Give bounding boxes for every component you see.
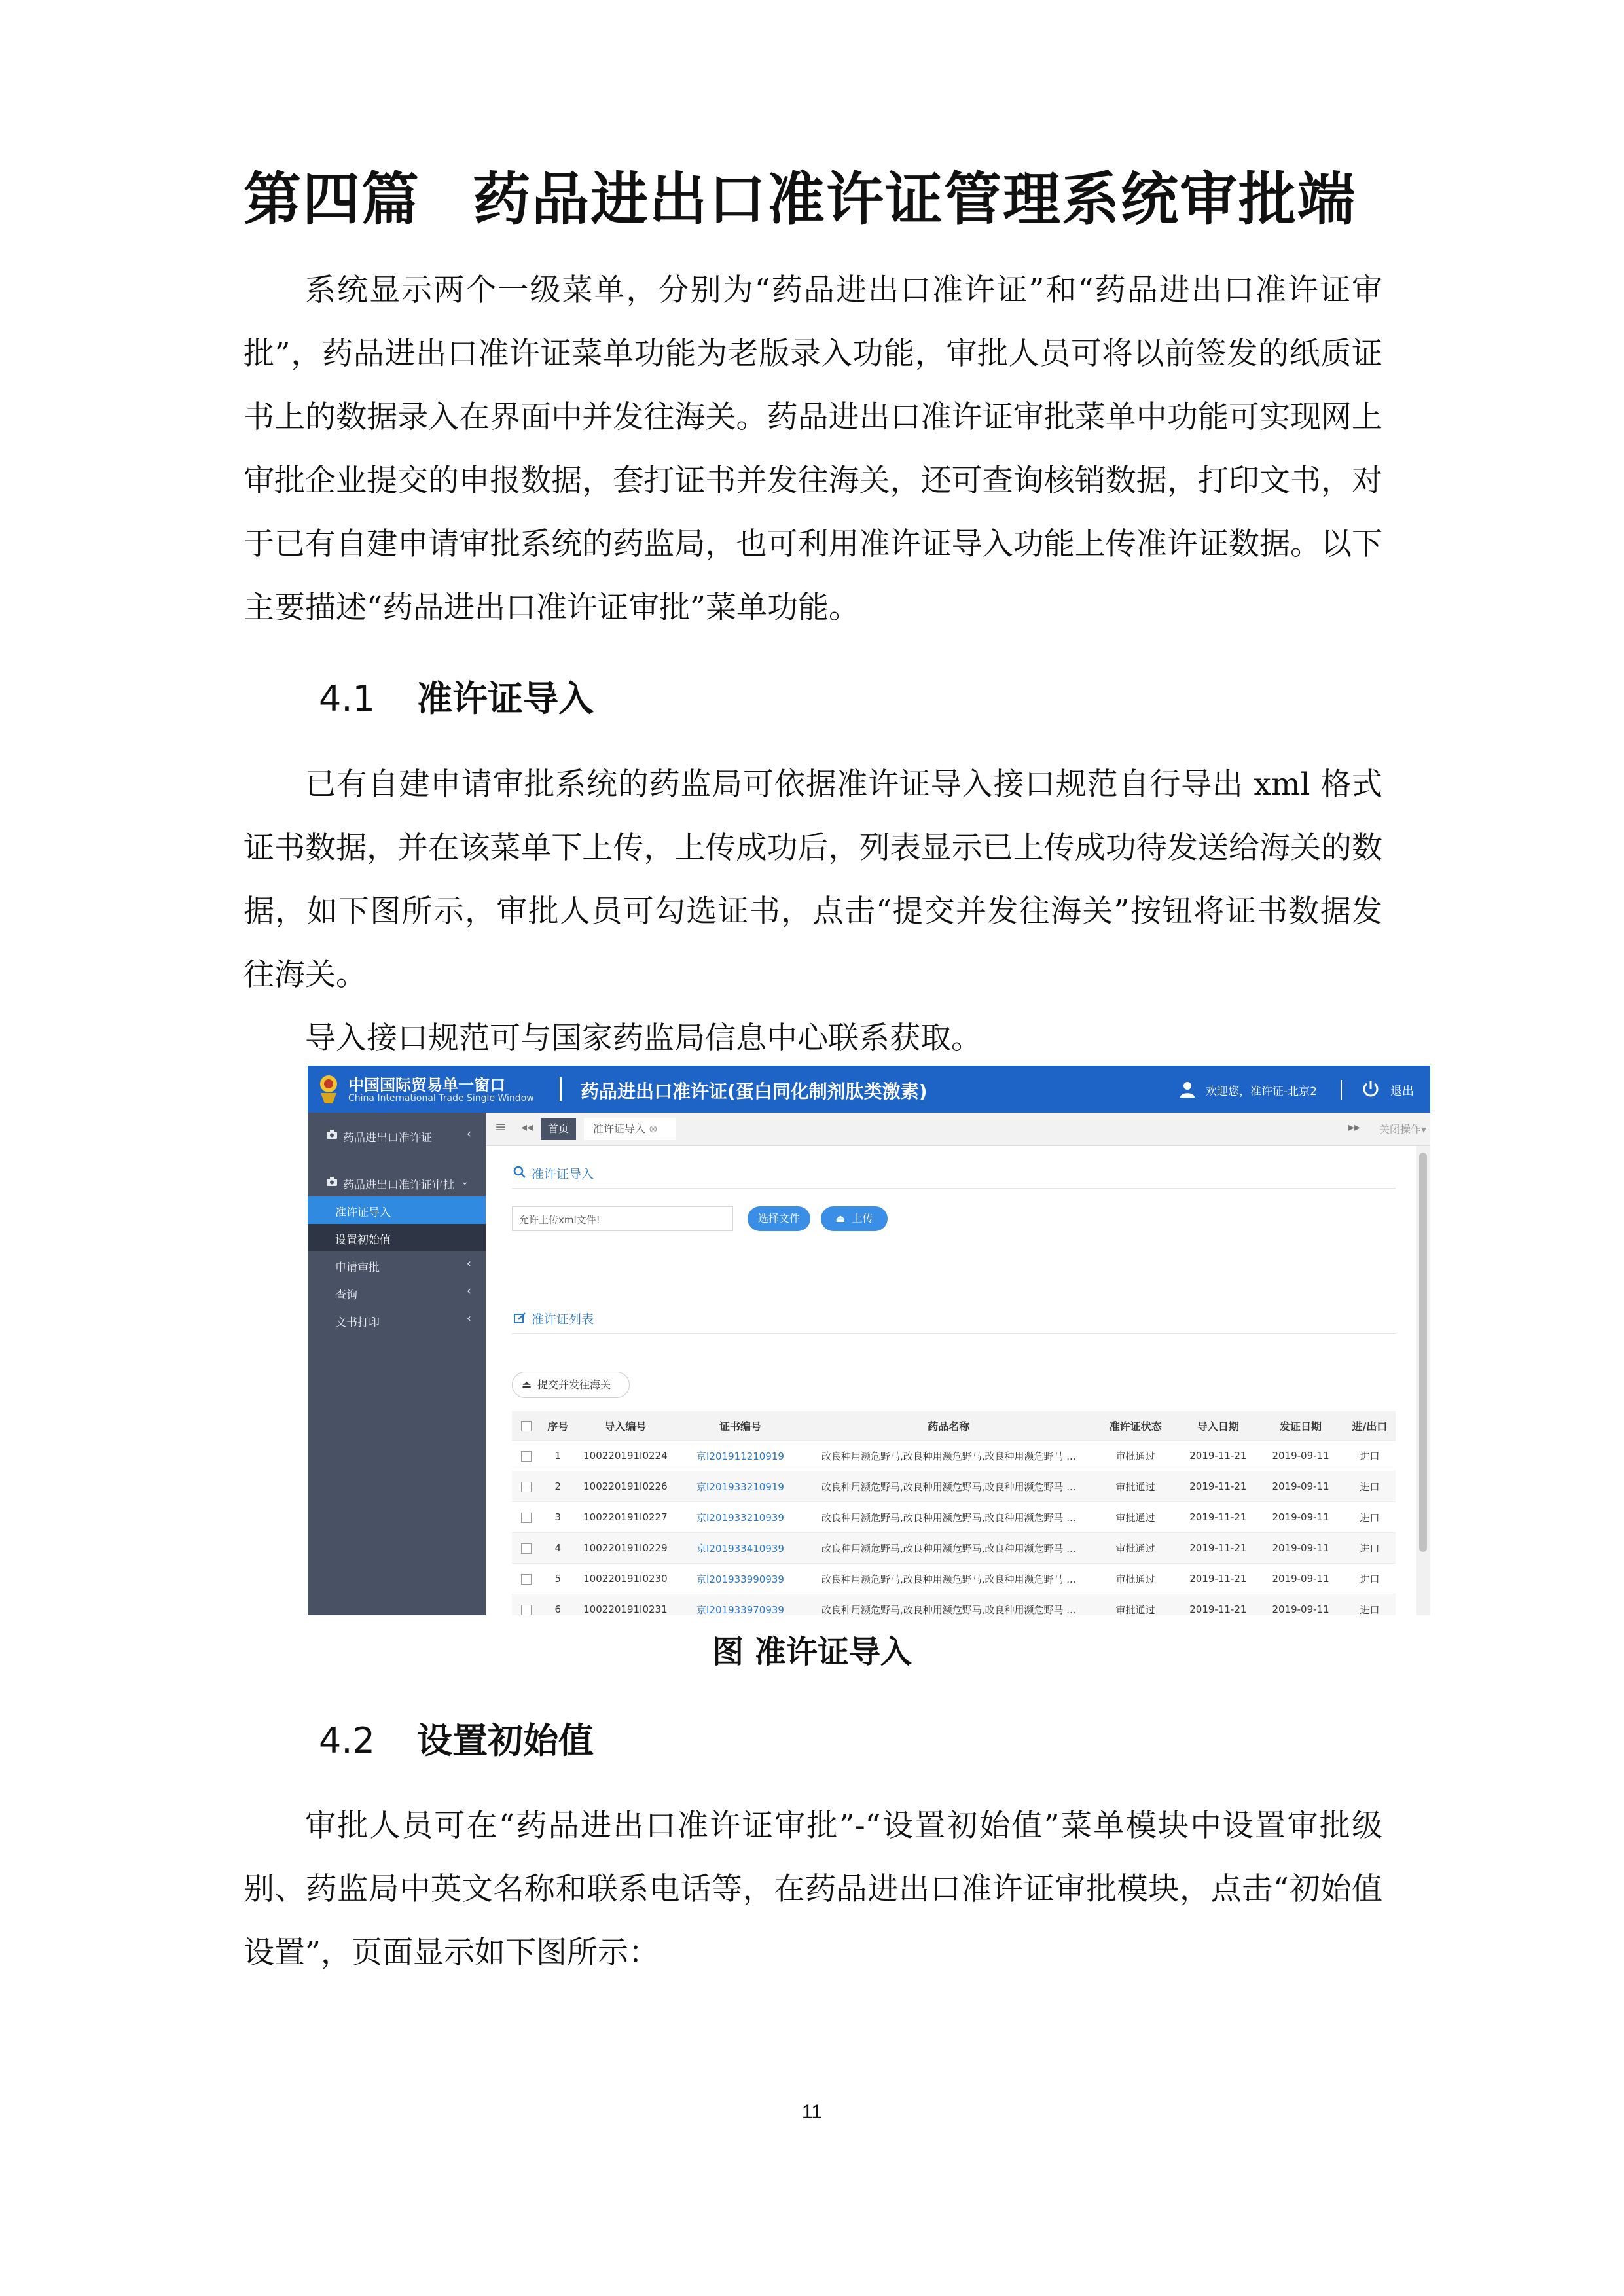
column-header: 序号: [541, 1411, 575, 1441]
upload-button[interactable]: [821, 1206, 888, 1231]
user-icon: [1178, 1080, 1197, 1098]
sidebar-item-label: 查询: [335, 1289, 357, 1302]
header-divider: [560, 1077, 562, 1101]
table-row[interactable]: [512, 1502, 1396, 1533]
table-cell: 进口: [1344, 1594, 1396, 1616]
tab-ops-label: 关闭操作: [1379, 1123, 1422, 1136]
section-4-1-note: 导入接口规范可与国家药监局信息中心联系获取。: [305, 1020, 982, 1056]
sidebar-item-label: 设置初始值: [335, 1234, 391, 1247]
table-row[interactable]: [512, 1564, 1396, 1594]
table-cell: 2019-09-11: [1257, 1441, 1344, 1471]
column-header: 证书编号: [676, 1411, 805, 1441]
table-cell: 5: [541, 1564, 575, 1594]
tab-bar: [486, 1113, 1430, 1146]
divider: [512, 1188, 1396, 1189]
table-cell: 审批通过: [1092, 1564, 1179, 1594]
tab-home[interactable]: 首页: [541, 1118, 576, 1140]
certificate-link[interactable]: 京I201933210919: [676, 1471, 805, 1502]
row-checkbox[interactable]: [512, 1502, 541, 1533]
menu-icon[interactable]: ≡: [495, 1119, 507, 1136]
table-cell: 2019-09-11: [1257, 1502, 1344, 1533]
chevron-left-icon: ‹: [466, 1312, 471, 1325]
sidebar: [308, 1113, 486, 1615]
table-cell: 2019-09-11: [1257, 1564, 1344, 1594]
camera-icon: [326, 1176, 338, 1187]
table-cell: 3: [541, 1502, 575, 1533]
row-checkbox[interactable]: [512, 1471, 541, 1502]
table-cell: 审批通过: [1092, 1502, 1179, 1533]
column-header: 导入编号: [575, 1411, 676, 1441]
chevron-down-icon: ⌄: [461, 1177, 469, 1187]
chapter-heading: [244, 154, 1356, 236]
chevron-left-icon: ‹: [466, 1257, 471, 1270]
table-cell: 改良种用濒危野马,改良种用濒危野马,改良种用濒危野马 ...: [805, 1471, 1092, 1502]
upload-icon: ⏏: [835, 1212, 846, 1225]
table-cell: 2019-11-21: [1178, 1441, 1257, 1471]
table-cell: 2: [541, 1471, 575, 1502]
certificate-link[interactable]: 京I201933210939: [676, 1502, 805, 1533]
section-title: 设置初始值: [417, 1720, 594, 1761]
table-cell: 进口: [1344, 1441, 1396, 1471]
table-cell: 100220191I0227: [575, 1502, 676, 1533]
logo-text-cn: 中国国际贸易单一窗口: [348, 1076, 505, 1094]
sidebar-group-permit[interactable]: [308, 1124, 486, 1147]
sidebar-group-approval[interactable]: [308, 1172, 486, 1194]
table-cell: 审批通过: [1092, 1533, 1179, 1564]
sidebar-item-label: 文书打印: [335, 1316, 380, 1329]
sidebar-item-label: 准许证导入: [335, 1206, 391, 1219]
table-cell: 100220191I0224: [575, 1441, 676, 1471]
emblem-icon: [317, 1073, 340, 1105]
import-section-title: 准许证导入: [532, 1167, 594, 1181]
column-header: 准许证状态: [1092, 1411, 1179, 1441]
table-cell: 2019-11-21: [1178, 1502, 1257, 1533]
sidebar-item-application-approval[interactable]: [308, 1251, 486, 1279]
table-cell: 改良种用濒危野马,改良种用濒危野马,改良种用濒危野马 ...: [805, 1502, 1092, 1533]
table-cell: 2019-09-11: [1257, 1533, 1344, 1564]
power-icon[interactable]: [1360, 1079, 1381, 1100]
sidebar-group-label: 药品进出口准许证: [343, 1132, 432, 1145]
certificate-link[interactable]: 京I201933410939: [676, 1533, 805, 1564]
sidebar-item-import[interactable]: [308, 1196, 486, 1224]
table-cell: 2019-11-21: [1178, 1533, 1257, 1564]
table-header-row: [512, 1411, 1396, 1441]
table-cell: 审批通过: [1092, 1594, 1179, 1616]
double-left-icon[interactable]: ◂◂: [521, 1121, 533, 1134]
section-4-2-paragraph: 审批人员可在“药品进出口准许证审批”-“设置初始值”菜单模块中设置审批级别、药监局中英文名称和联系电话等，在药品进出口准许证审批模块，点击“初始值设置”，页面显示如下图所示：: [244, 1808, 1382, 1971]
scrollbar-thumb[interactable]: [1419, 1153, 1427, 1552]
certificate-link[interactable]: 京I201933990939: [676, 1564, 805, 1594]
section-4-1-paragraph: 已有自建申请审批系统的药监局可依据准许证导入接口规范自行导出 xml 格式证书数据，并在该菜单下上传，上传成功后，列表显示已上传成功待发送给海关的数据，如下图所示，审批人员可勾选证书，点击“提交并发往海关”按钮将证书数据发往海关。: [244, 766, 1382, 993]
table-cell: 100220191I0229: [575, 1533, 676, 1564]
app-screenshot: [308, 1066, 1430, 1615]
select-all-checkbox[interactable]: [512, 1411, 541, 1441]
choose-file-button[interactable]: 选择文件: [748, 1206, 810, 1231]
table-cell: 改良种用濒危野马,改良种用濒危野马,改良种用濒危野马 ...: [805, 1533, 1092, 1564]
table-cell: 4: [541, 1533, 575, 1564]
submit-to-customs-button[interactable]: [512, 1372, 630, 1398]
certificate-link[interactable]: 京I201933970939: [676, 1594, 805, 1616]
figure-caption: 图 准许证导入: [712, 1634, 912, 1670]
list-section-title: 准许证列表: [532, 1312, 594, 1327]
table-row[interactable]: [512, 1594, 1396, 1616]
upload-label: 上传: [852, 1212, 873, 1225]
certificate-link[interactable]: 京I201911210919: [676, 1441, 805, 1471]
intro-paragraph: 系统显示两个一级菜单，分别为“药品进出口准许证”和“药品进出口准许证审批”，药品进出口准许证菜单功能为老版录入功能，审批人员可将以前签发的纸质证书上的数据录入在界面中并发往海关。药品进出口准许证审批菜单中功能可实现网上审批企业提交的申报数据，套打证书并发往海关，还可查询核销数据，打印文书，对于已有自建申请审批系统的药监局，也可利用准许证导入功能上传准许证数据。以下主要描述“药品进出口准许证审批”菜单功能。: [244, 272, 1382, 626]
top-header-bar: [308, 1066, 1430, 1113]
close-icon[interactable]: ⊗: [649, 1122, 658, 1135]
sidebar-item-initial-values[interactable]: [308, 1224, 486, 1251]
chapter-part: 第四篇: [244, 166, 421, 233]
table-cell: 100220191I0231: [575, 1594, 676, 1616]
column-header: 药品名称: [805, 1411, 1092, 1441]
search-icon: [513, 1166, 526, 1179]
column-header: 进/出口: [1344, 1411, 1396, 1441]
table-cell: 改良种用濒危野马,改良种用濒危野马,改良种用濒危野马 ...: [805, 1594, 1092, 1616]
row-checkbox[interactable]: [512, 1564, 541, 1594]
table-cell: 2019-11-21: [1178, 1594, 1257, 1616]
chevron-left-icon: ‹: [466, 1284, 471, 1298]
table-row[interactable]: [512, 1471, 1396, 1502]
header-divider-2: [1341, 1080, 1342, 1100]
section-4-1-heading: [319, 671, 594, 721]
section-number: 4.2: [319, 1720, 375, 1761]
section-title: 准许证导入: [417, 678, 594, 719]
main-content: [486, 1146, 1414, 1615]
tab-permit-import[interactable]: [584, 1118, 676, 1140]
table-row[interactable]: [512, 1533, 1396, 1564]
table-cell: 100220191I0226: [575, 1471, 676, 1502]
submit-label: 提交并发往海关: [537, 1378, 611, 1391]
table-cell: 进口: [1344, 1502, 1396, 1533]
sidebar-item-document-print[interactable]: [308, 1306, 486, 1334]
logout-link[interactable]: 退出: [1390, 1085, 1414, 1098]
table-cell: 2019-11-21: [1178, 1564, 1257, 1594]
tab-label: 准许证导入: [593, 1122, 646, 1135]
sidebar-item-query[interactable]: [308, 1279, 486, 1306]
sidebar-item-label: 申请审批: [335, 1261, 380, 1274]
table-cell: 改良种用濒危野马,改良种用濒危野马,改良种用濒危野马 ...: [805, 1441, 1092, 1471]
table-cell: 2019-09-11: [1257, 1471, 1344, 1502]
close-operations-menu[interactable]: 关闭操作▾: [1379, 1123, 1427, 1136]
page-number: 11: [801, 2101, 823, 2123]
table-row[interactable]: [512, 1441, 1396, 1471]
column-header: 导入日期: [1178, 1411, 1257, 1441]
table-cell: 进口: [1344, 1471, 1396, 1502]
permit-table: [512, 1411, 1396, 1615]
chevron-left-icon: ‹: [466, 1127, 471, 1141]
divider: [512, 1333, 1396, 1334]
chapter-title: 药品进出口准许证管理系统审批端: [473, 166, 1357, 233]
table-cell: 审批通过: [1092, 1471, 1179, 1502]
edit-icon: [513, 1312, 526, 1325]
table-cell: 6: [541, 1594, 575, 1616]
row-checkbox[interactable]: [512, 1441, 541, 1471]
column-header: 发证日期: [1257, 1411, 1344, 1441]
file-input[interactable]: 允许上传xml文件!: [512, 1206, 733, 1231]
camera-icon: [326, 1129, 338, 1139]
table-cell: 审批通过: [1092, 1441, 1179, 1471]
upload-icon: ⏏: [522, 1378, 532, 1391]
section-4-2-heading: [319, 1713, 594, 1763]
welcome-text: 欢迎您，准许证-北京2: [1206, 1085, 1317, 1098]
table-cell: 1: [541, 1441, 575, 1471]
table-cell: 100220191I0230: [575, 1564, 676, 1594]
table-cell: 改良种用濒危野马,改良种用濒危野马,改良种用濒危野马 ...: [805, 1564, 1092, 1594]
table-cell: 2019-11-21: [1178, 1471, 1257, 1502]
table-cell: 进口: [1344, 1564, 1396, 1594]
row-checkbox[interactable]: [512, 1533, 541, 1564]
logo-text-en: China International Trade Single Window: [348, 1093, 534, 1103]
row-checkbox[interactable]: [512, 1594, 541, 1616]
table-cell: 进口: [1344, 1533, 1396, 1564]
sidebar-group-label: 药品进出口准许证审批: [343, 1179, 454, 1192]
double-right-icon[interactable]: ▸▸: [1348, 1121, 1361, 1134]
table-cell: 2019-09-11: [1257, 1594, 1344, 1616]
section-number: 4.1: [319, 678, 375, 719]
scrollbar[interactable]: [1416, 1146, 1430, 1615]
system-title: 药品进出口准许证(蛋白同化制剂肽类激素): [581, 1081, 928, 1102]
